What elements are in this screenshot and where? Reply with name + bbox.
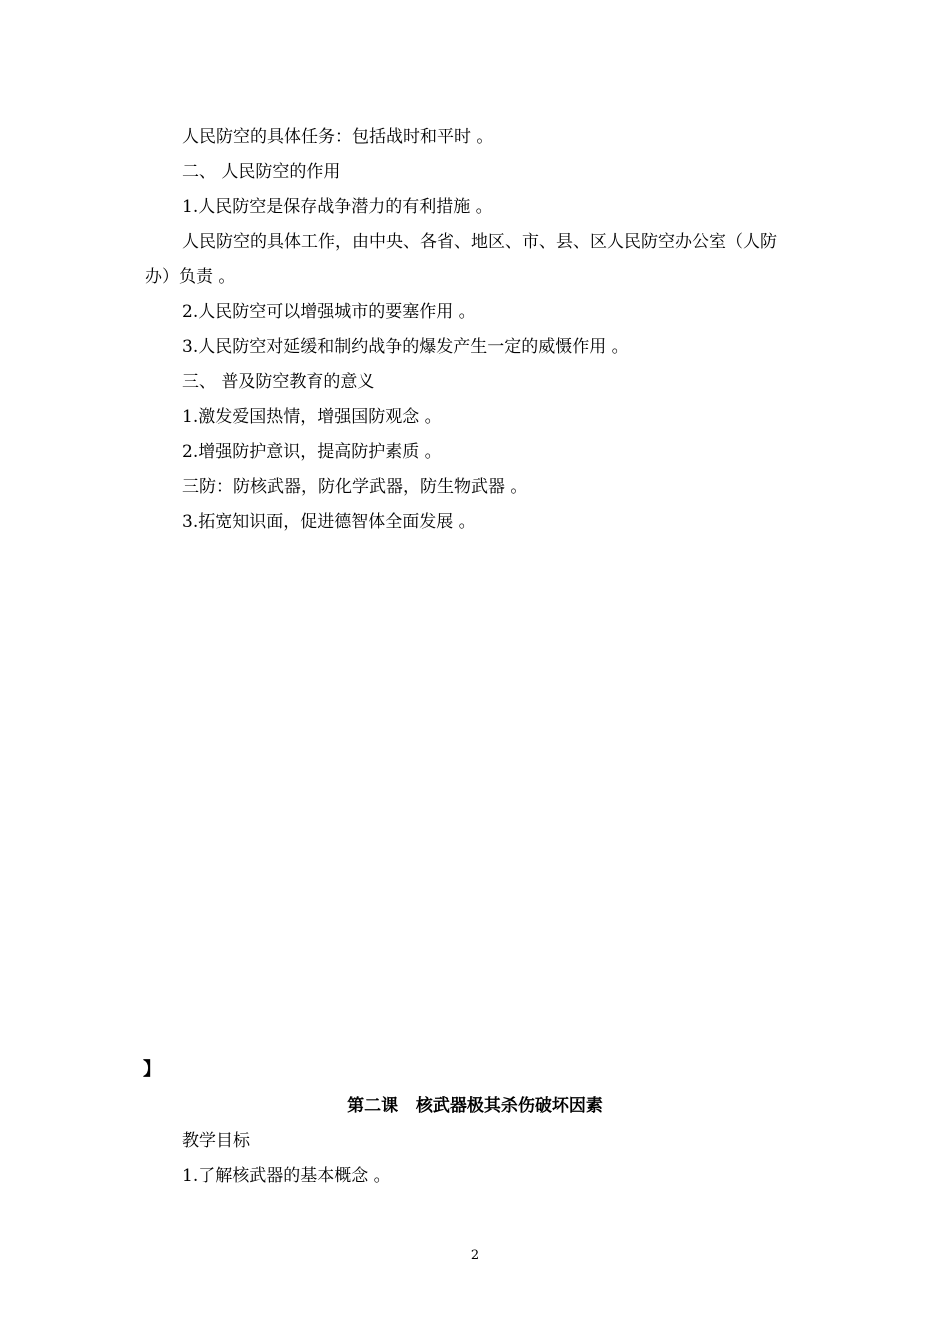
paragraph-education-1: 1.激发爱国热情，增强国防观念 。 <box>182 407 442 427</box>
paragraph-work-organization-continued: 办）负责 。 <box>145 267 236 287</box>
paragraph-education-3: 3.拓宽知识面，促进德智体全面发展 。 <box>182 512 476 532</box>
lesson-objectives-heading: 教学目标 <box>182 1131 250 1151</box>
paragraph-item-2: 2.人民防空可以增强城市的要塞作用 。 <box>182 302 476 322</box>
page-number: 2 <box>470 1248 480 1263</box>
paragraph-education-2: 2.增强防护意识，提高防护素质 。 <box>182 442 442 462</box>
section-heading-role: 二、 人民防空的作用 <box>182 162 341 182</box>
paragraph-work-organization: 人民防空的具体工作，由中央、各省、地区、市、县、区人民防空办公室（人防 <box>182 232 777 252</box>
section-heading-education: 三、 普及防空教育的意义 <box>182 372 375 392</box>
paragraph-item-3: 3.人民防空对延缓和制约战争的爆发产生一定的威慑作用 。 <box>182 337 629 357</box>
paragraph-item-1: 1.人民防空是保存战争潜力的有利措施 。 <box>182 197 493 217</box>
lesson-title: 第二课 核武器极其杀伤破坏因素 <box>347 1096 603 1116</box>
lesson-objective-1: 1.了解核武器的基本概念 。 <box>182 1166 391 1186</box>
paragraph-civil-air-defense-tasks: 人民防空的具体任务：包括战时和平时 。 <box>182 127 494 147</box>
paragraph-three-defenses: 三防：防核武器，防化学武器，防生物武器 。 <box>182 477 528 497</box>
bracket-mark: 】 <box>143 1059 161 1080</box>
